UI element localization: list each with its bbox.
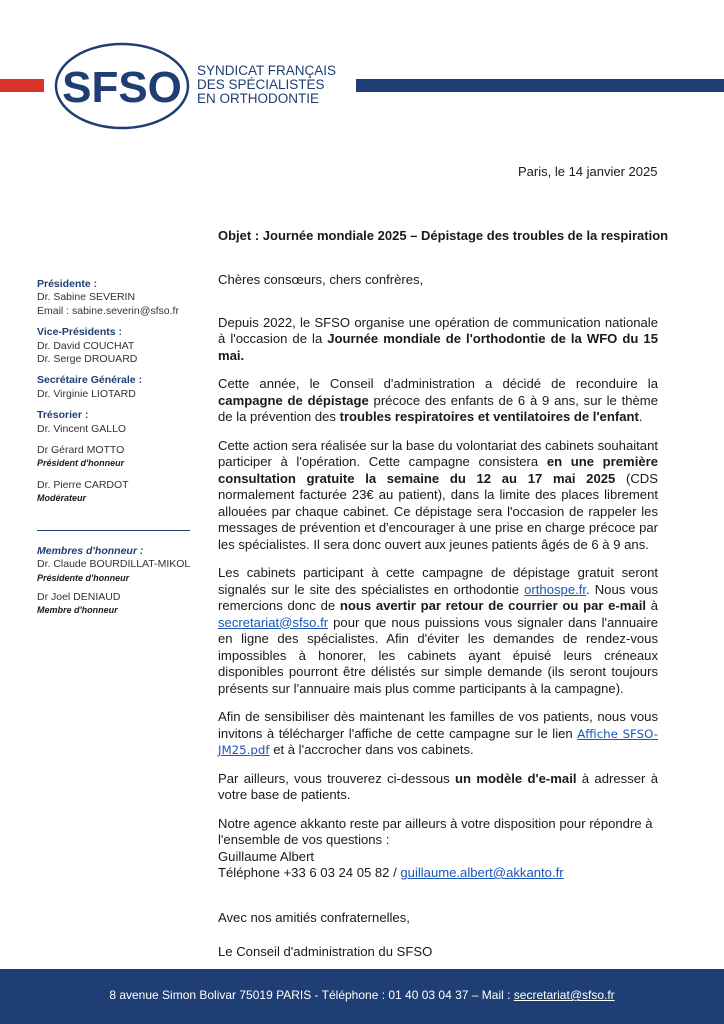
p4-text-a: Les cabinets participant à cette campagne de dépistage gratuit seront signalés sur le site des spécialistes en orthodontie	[218, 565, 658, 597]
p5-text-b: et à l'accrocher dans vos cabinets.	[269, 742, 474, 757]
letter-body	[218, 272, 658, 973]
vp-name-2: Dr. Serge DROUARD	[37, 353, 138, 366]
footer-bar	[0, 969, 724, 1024]
p3-text-a: Cette action sera réalisée sur la base du volontariat des cabinets souhaitant participer à l'opération. Cette campagne consistera	[218, 437, 658, 469]
sg-group	[37, 374, 197, 401]
paragraph-6	[218, 771, 658, 804]
contact-phone-line	[218, 865, 658, 882]
p4-text-c: à	[646, 598, 658, 613]
paragraph-2	[218, 376, 658, 426]
letter-date: Paris, le 14 janvier 2025	[518, 164, 658, 179]
sfso-logo-svg	[54, 40, 344, 132]
tresorier-title: Trésorier :	[37, 409, 89, 422]
cardot-name: Dr. Pierre CARDOT	[37, 478, 129, 491]
tresorier-group	[37, 409, 197, 436]
sg-name: Dr. Virginie LIOTARD	[37, 387, 136, 400]
vp-name-1: Dr. David COUCHAT	[37, 339, 135, 352]
p3-bold: en une première consultation gratuite la semaine du 12 au 17 mai 2025	[218, 454, 658, 486]
poster-pdf-link[interactable]: Affiche SFSO-JM25.pdf	[218, 726, 658, 757]
p3-text-b: (CDS normalement facturée 23€ au patient), dans la limite des places librement allouées par chaque cabinet. Ce dépistage sera l'occasion de rappeler les messages de prévention et d'encourager à une prise en charge précoce par les spécialistes. Il sera donc ouvert aux jeunes patients âgés de 6 à 9 ans.	[218, 470, 658, 552]
header-bar-left	[0, 79, 44, 92]
paragraph-5	[218, 709, 658, 759]
contact-name: Guillaume Albert	[218, 848, 315, 864]
org-line-1: SYNDICAT FRANÇAIS	[197, 63, 337, 78]
org-line-2: DES SPÉCIALISTES	[197, 77, 325, 92]
cardot-role: Modérateur	[37, 493, 87, 504]
paragraph-7	[218, 816, 658, 849]
p1-bold: Journée mondiale de l'orthodontie de la WFO du 15 mai.	[218, 331, 658, 363]
p6-text-a: Par ailleurs, vous trouverez ci-dessous	[218, 770, 455, 786]
p5-text-a: Afin de sensibiliser dès maintenant les familles de vos patients, nous vous invitons à télécharger l'affiche de cette campagne sur le lien	[218, 709, 658, 741]
secretariat-email-link[interactable]: secretariat@sfso.fr	[218, 614, 329, 630]
p2-text-b: précoce des enfants de 6 à 9 ans, sur le thème de la prévention des	[218, 392, 658, 424]
board-sidebar	[37, 278, 197, 626]
closing: Avec nos amitiés confraternelles,	[218, 909, 410, 925]
p4-text-b: . Nous vous remercions donc de	[218, 581, 658, 613]
presidente-title: Présidente :	[37, 278, 98, 290]
honneur-2-name: Dr Joel DENIAUD	[37, 590, 121, 603]
motto-role: Président d'honneur	[37, 458, 125, 469]
sidebar-divider	[37, 530, 190, 531]
honneur-2-role: Membre d'honneur	[37, 605, 118, 616]
sfso-logo	[54, 40, 344, 132]
p6-text-b: à adresser à votre base de patients.	[218, 770, 658, 802]
contact-phone: Téléphone +33 6 03 24 05 82 /	[218, 865, 401, 880]
p2-bold-a: campagne de dépistage	[218, 392, 369, 408]
motto-name: Dr Gérard MOTTO	[37, 444, 125, 457]
p2-text-a: Cette année, le Conseil d'administration a décidé de reconduire la	[218, 376, 658, 391]
p1-text: Depuis 2022, le SFSO organise une opération de communication nationale à l'occasion de la	[218, 314, 658, 346]
honneur-1-name: Dr. Claude BOURDILLAT-MIKOL	[37, 558, 191, 571]
footer-email-link[interactable]: secretariat@sfso.fr	[513, 988, 615, 1002]
vp-title: Vice-Présidents :	[37, 326, 123, 339]
header-bar-right	[356, 79, 724, 92]
paragraph-4	[218, 565, 658, 697]
paragraph-3	[218, 438, 658, 554]
p4-bold: nous avertir par retour de courrier ou par e-mail	[339, 598, 646, 613]
orthospe-link[interactable]: orthospe.fr	[524, 581, 587, 597]
honneur-1-role: Présidente d'honneur	[37, 572, 130, 583]
vp-group	[37, 326, 197, 366]
org-line-3: EN ORTHODONTIE	[197, 91, 320, 106]
p4-text-d: pour que nous puissions vous signaler dans l'annuaire en ligne des spécialistes. Afin d'éviter les demandes de rendez-vous impossibles à honorer, les cabinets ayant épuisé leurs créneaux disponibles pourront être délistés sur simple demande (ils seront toujours présents sur l'annuaire mais plus comme participants à la campagne).	[218, 614, 658, 696]
logo-letters: SFSO	[62, 63, 182, 112]
presidente-group	[37, 278, 197, 318]
sg-title: Secrétaire Générale :	[37, 374, 143, 387]
akkanto-email-link[interactable]: guillaume.albert@akkanto.fr	[400, 865, 564, 880]
honneur-group	[37, 545, 197, 618]
footer-address: 8 avenue Simon Bolivar 75019 PARIS - Téléphone : 01 40 03 04 37 – Mail :	[109, 988, 514, 1002]
tresorier-name: Dr. Vincent GALLO	[37, 422, 127, 435]
greeting: Chères consœurs, chers confrères,	[218, 272, 424, 287]
p2-bold-b: troubles respiratoires et ventilatoires de l'enfant	[339, 409, 639, 424]
letter-subject: Objet : Journée mondiale 2025 – Dépistage des troubles de la respiration	[218, 228, 669, 243]
p2-text-c: .	[638, 409, 643, 424]
presidente-email: Email : sabine.severin@sfso.fr	[37, 304, 179, 317]
p7-text: Notre agence akkanto reste par ailleurs à votre disposition pour répondre à l'ensemble de vos questions :	[218, 815, 653, 847]
paragraph-1	[218, 315, 658, 365]
motto-group	[37, 444, 197, 471]
cardot-group	[37, 479, 197, 506]
p6-bold: un modèle d'e-mail	[455, 770, 577, 786]
honneur-title: Membres d'honneur :	[37, 544, 144, 557]
presidente-name: Dr. Sabine SEVERIN	[37, 291, 136, 304]
signature: Le Conseil d'administration du SFSO	[218, 944, 433, 959]
